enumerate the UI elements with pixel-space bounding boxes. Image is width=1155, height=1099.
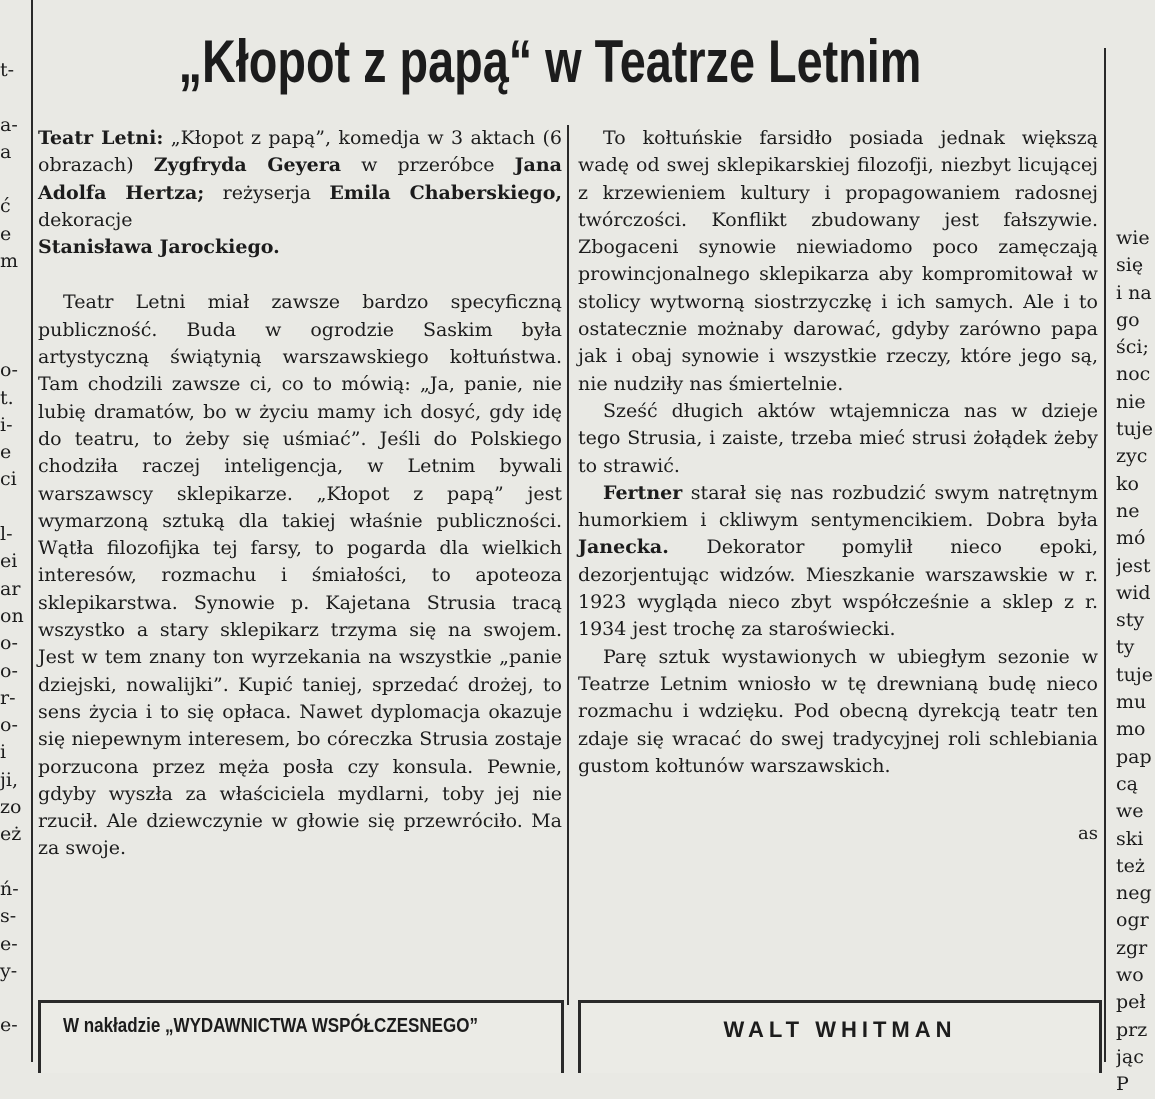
fragment-line: noc [1116,363,1151,386]
fragment-line: ci [0,468,17,491]
article-column-2 [578,125,1098,847]
fragment-line: ogr [1116,909,1149,932]
fragment-line: o- [0,632,18,655]
fragment-line: tuje [1116,663,1154,686]
publisher-notice-box [38,1000,564,1073]
credits-designer: Stanisława Jarockiego. [38,236,280,259]
article-column-1 [38,125,562,863]
article-paragraph: Fertner starał się nas rozbudzić swym natrętnym humorkiem i ckliwym sentymencikiem. Dobra była Janecka. Dekorator pomylił nieco epoki, dezorjentując widzów. Mieszkanie warszawskie w r. 1923 wygląda nieco zbyt współcześnie a sklep z r. 1934 jest trochę za staroświecki. [578,481,1098,641]
fragment-line: mu [1116,691,1147,714]
fragment-line: nie [1116,390,1146,413]
fragment-line: zgr [1116,936,1148,959]
article-paragraph: To kołtuńskie farsidło posiada jednak większą wadę od swej sklepikarskiej filozofji, niezbyt licującej z krzewieniem kultury i propagowaniem radosnej twórczości. Konflikt zbudowany jest fałszywie. Zbogaceni synowie niewiadomo poco zamęczają prowincjonalnego sklepikarza aby kompromitował w stolicy wytworną siostrzyczkę i ich samych. Ale i to ostatecznie możnaby darować, gdyby zarówno papa jak i obaj synowie i wszystkie rzeczy, które jego są, nie nudziły nas śmiertelnie. [578,127,1098,395]
fragment-line: l- [0,523,13,546]
fragment-line: jąc [1116,1045,1144,1068]
fragment-line: ji, [0,768,19,791]
fragment-line [0,330,28,357]
fragment-line: a [0,140,12,163]
fragment-line: ei [0,550,18,573]
right-column-rule [1104,48,1106,1062]
credits-theatre: Teatr Letni: [38,127,164,149]
article-paragraph: Teatr Letni miał zawsze bardzo specyficzną publiczność. Buda w ogrodzie Saskim była artystyczną świątynią warszawskiego kołtuństwa. Tam chodzili zawsze ci, co to mówią: „Ja, panie, nie lubię dramatów, bo w życiu mamy ich dosyć, gdy idę do teatru, to żeby się uśmiać”. Jeśli do Polskiego chodziła raczej inteligencja, w Letnim bywali warszawscy sklepikarze. „Kłopot z papą” jest wymarzoną sztuką dla takiej właśnie publiczności. Wątła filozofijka tej farsy, to pogarda dla wielkich interesów, rozmachu i śmiałości, to apoteoza sklepikarstwa. Synowie p. Kajetana Strusia tracą wszystko a stary sklepikarz trzyma się na swojem. Jest w tem znany ton wyrzekania na wszystkie „panie dziejski, nowalijki”. Kupić taniej, sprzedać drożej, to sens życia i to się opłaca. Nawet dyplomacja okazuje się niepewnym interesem, bo córeczka Strusia zostaje porzucona przez męża posła czy konsula. Pewnie, gdyby wyszła za właściciela mydlarni, toby jej nie rzucił. Ale dziewczynie w głowie się przewróciło. Ma za swoje. [38,291,562,860]
book-notice-box [578,1000,1102,1073]
fragment-line: o- [0,714,18,737]
fragment-line [0,849,28,876]
fragment-line: e- [0,1014,18,1037]
fragment-line: tuje [1116,418,1154,441]
fragment-line: e- [0,932,18,955]
credits-adapter: Jana Adolfa Hertza; [38,154,562,204]
article-paragraph: Sześć długich aktów wtajemnicza nas w dzieje tego Strusia, i zaiste, trzeba mieć strusi żołądek żeby to strawić. [578,399,1098,477]
fragment-line: wie [1116,227,1150,249]
fragment-line: on [0,604,24,627]
fragment-line: ć [0,195,11,218]
fragment-line: m [0,250,19,273]
column-rule [567,125,569,1005]
fragment-line: wo [1116,964,1144,987]
actor-name: Fertner [603,481,683,504]
actor-name: Janecka. [578,536,669,559]
credits-director: Emila Chaberskiego, [329,181,562,204]
author-signature: as [1078,823,1098,845]
fragment-line: ń- [0,877,19,900]
fragment-line: się [1116,254,1144,277]
fragment-line: pap [1116,745,1152,768]
fragment-line: eż [0,823,22,846]
fragment-line [0,303,28,330]
fragment-line [0,985,28,1012]
fragment-line: jest [1116,554,1151,577]
article-credits: Teatr Letni: „Kłopot z papą”, komedja w 3 aktach (6 obrazach) Zygfryda Geyera w przeróbce Jana Adolfa Hertza; reżyserja Emila Chaberskiego, dekoracje Stanisława Jarockiego. [38,127,563,259]
right-column-fragment [1116,225,1155,1099]
fragment-line: zyc [1116,445,1148,468]
fragment-line: ski [1116,827,1144,850]
fragment-line: zo [0,796,22,819]
fragment-line: neg [1116,882,1152,905]
fragment-line: e [0,441,12,464]
fragment-line [0,166,28,193]
fragment-line: o- [0,659,18,682]
fragment-line: ko [1116,472,1139,495]
fragment-line: o- [0,359,18,382]
fragment-line: sty [1116,609,1145,632]
fragment-line: i na [1116,281,1152,304]
fragment-line: ty [1116,636,1135,659]
article-paragraph: Parę sztuk wystawionych w ubiegłym sezonie w Teatrze Letnim wniosło w tę drewnianą budę nieco rozmachu i wdzięku. Pod obecną dyrekcją teatr ten zdaje się wracać do swej tradycyjnej roli schlebiania gustom kołtunów warszawskich. [578,645,1098,777]
book-notice-title: WALT WHITMAN [723,1017,957,1042]
fragment-line: ści; [1116,336,1149,359]
fragment-line: prz [1116,1018,1148,1041]
left-column-rule [31,0,33,1062]
left-column-fragment [0,57,28,1040]
fragment-line: we [1116,800,1144,823]
fragment-line: mo [1116,718,1146,741]
fragment-line [0,84,28,111]
fragment-line: peł [1116,991,1146,1014]
fragment-line: a- [0,113,18,136]
fragment-line [0,275,28,302]
fragment-line: e [0,222,12,245]
headline: „Kłopot z papą“ w Teatrze Letnim [178,28,922,95]
fragment-line: ne [1116,499,1140,522]
publisher-notice-text: W nakładzie „WYDAWNICTWA WSPÓŁCZESNEGO” [63,1015,478,1037]
fragment-line: t. [0,386,14,409]
fragment-line: też [1116,854,1145,877]
fragment-line [0,494,28,521]
fragment-line: t- [0,59,15,81]
fragment-line: cą [1116,772,1138,795]
fragment-line: wid [1116,581,1151,604]
credits-author: Zygfryda Geyera [153,154,342,177]
fragment-line: P [1116,1073,1129,1096]
fragment-line: i [0,741,7,764]
fragment-line: r- [0,686,16,709]
fragment-line: ar [0,577,21,600]
fragment-line: s- [0,905,17,928]
fragment-line: go [1116,308,1140,331]
fragment-line: i- [0,413,13,436]
fragment-line: y- [0,959,18,982]
fragment-line: mó [1116,527,1146,550]
